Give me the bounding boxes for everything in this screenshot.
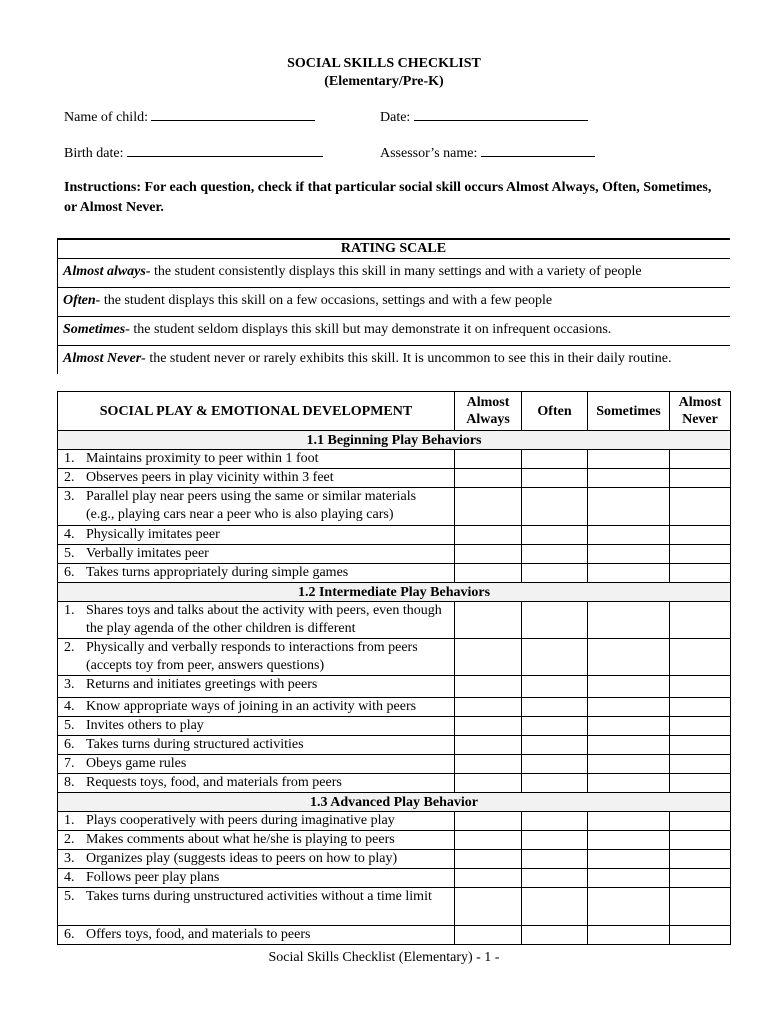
rating-term: Almost Never- (63, 351, 146, 366)
skill-number: 3. (64, 489, 75, 504)
skill-item (58, 698, 455, 717)
section-title: 1.1 Beginning Play Behaviors (58, 431, 731, 450)
rating-checkbox-sometimes[interactable] (588, 602, 670, 639)
table-row (58, 812, 731, 831)
skill-item (58, 676, 455, 698)
rating-checkbox-almost-never[interactable] (670, 850, 731, 869)
skill-item (58, 736, 455, 755)
name-of-child-label: Name of child: (64, 110, 148, 125)
skill-number: 8. (64, 775, 75, 790)
date-input[interactable] (414, 108, 588, 121)
skill-number: 6. (64, 565, 75, 580)
skill-item (58, 888, 455, 926)
skill-item (58, 469, 455, 488)
rating-checkbox-often[interactable] (522, 602, 588, 639)
skill-number: 6. (64, 737, 75, 752)
skill-text: Verbally imitates peer (86, 546, 209, 561)
rating-checkbox-almost-always[interactable] (455, 831, 522, 850)
name-of-child-field (64, 108, 315, 127)
rating-checkbox-often[interactable] (522, 450, 588, 469)
rating-checkbox-often[interactable] (522, 869, 588, 888)
rating-checkbox-almost-always[interactable] (455, 526, 522, 545)
rating-checkbox-almost-never[interactable] (670, 564, 731, 583)
skill-text: Invites others to play (86, 718, 204, 733)
rating-row (57, 317, 730, 346)
skill-text: Know appropriate ways of joining in an activity with peers (86, 699, 417, 714)
skill-number: 2. (64, 832, 75, 847)
skill-item (58, 831, 455, 850)
table-row (58, 526, 731, 545)
assessor-name-input[interactable] (481, 144, 595, 157)
table-row (58, 639, 731, 676)
rating-checkbox-almost-always[interactable] (455, 450, 522, 469)
rating-checkbox-sometimes[interactable] (588, 812, 670, 831)
rating-checkbox-almost-always[interactable] (455, 676, 522, 698)
rating-checkbox-almost-always[interactable] (455, 774, 522, 793)
rating-checkbox-sometimes[interactable] (588, 639, 670, 676)
skill-text: Plays cooperatively with peers during imaginative play (86, 813, 395, 828)
column-header-often: Often (522, 392, 588, 431)
rating-checkbox-almost-never[interactable] (670, 698, 731, 717)
rating-checkbox-often[interactable] (522, 698, 588, 717)
table-row (58, 676, 731, 698)
skill-item (58, 488, 455, 526)
rating-checkbox-almost-never[interactable] (670, 717, 731, 736)
rating-checkbox-almost-always[interactable] (455, 812, 522, 831)
rating-checkbox-sometimes[interactable] (588, 774, 670, 793)
column-header-sometimes: Sometimes (588, 392, 670, 431)
skill-number: 2. (64, 470, 75, 485)
skill-text: Observes peers in play vicinity within 3 feet (86, 470, 334, 485)
rating-checkbox-sometimes[interactable] (588, 676, 670, 698)
skill-item (58, 450, 455, 469)
skill-number: 1. (64, 451, 75, 466)
table-row (58, 926, 731, 945)
date-field (380, 108, 588, 127)
skill-number: 5. (64, 889, 75, 904)
section-title: 1.2 Intermediate Play Behaviors (58, 583, 731, 602)
rating-checkbox-sometimes[interactable] (588, 888, 670, 926)
rating-checkbox-often[interactable] (522, 774, 588, 793)
rating-row (57, 259, 730, 288)
table-row (58, 602, 731, 639)
skill-number: 4. (64, 527, 75, 542)
skill-item (58, 850, 455, 869)
rating-checkbox-often[interactable] (522, 812, 588, 831)
rating-checkbox-almost-always[interactable] (455, 602, 522, 639)
table-row (58, 850, 731, 869)
rating-desc: the student seldom displays this skill but may demonstrate it on infrequent occasions. (129, 322, 612, 337)
rating-row (57, 288, 730, 317)
birth-date-label: Birth date: (64, 146, 124, 161)
rating-checkbox-sometimes[interactable] (588, 736, 670, 755)
table-row (58, 488, 731, 526)
rating-checkbox-almost-never[interactable] (670, 755, 731, 774)
rating-row (57, 346, 730, 374)
table-row (58, 469, 731, 488)
rating-checkbox-almost-always[interactable] (455, 755, 522, 774)
rating-checkbox-almost-always[interactable] (455, 850, 522, 869)
table-row (58, 831, 731, 850)
table-row (58, 450, 731, 469)
skill-item (58, 639, 455, 676)
skill-text: Takes turns during structured activities (86, 737, 304, 752)
rating-scale (57, 238, 730, 374)
rating-checkbox-sometimes[interactable] (588, 869, 670, 888)
table-row (58, 774, 731, 793)
assessor-name-label: Assessor’s name: (380, 146, 478, 161)
rating-checkbox-sometimes[interactable] (588, 926, 670, 945)
skill-number: 2. (64, 640, 75, 655)
table-row (58, 869, 731, 888)
rating-term: Almost always- (63, 264, 151, 279)
main-column-header: SOCIAL PLAY & EMOTIONAL DEVELOPMENT (58, 392, 455, 431)
table-row (58, 888, 731, 926)
rating-checkbox-often[interactable] (522, 755, 588, 774)
rating-checkbox-sometimes[interactable] (588, 698, 670, 717)
rating-checkbox-often[interactable] (522, 469, 588, 488)
rating-checkbox-sometimes[interactable] (588, 450, 670, 469)
rating-checkbox-almost-never[interactable] (670, 736, 731, 755)
rating-checkbox-almost-always[interactable] (455, 926, 522, 945)
rating-checkbox-often[interactable] (522, 926, 588, 945)
rating-checkbox-almost-never[interactable] (670, 639, 731, 676)
rating-checkbox-often[interactable] (522, 676, 588, 698)
rating-checkbox-sometimes[interactable] (588, 831, 670, 850)
rating-checkbox-often[interactable] (522, 639, 588, 676)
rating-checkbox-sometimes[interactable] (588, 755, 670, 774)
rating-checkbox-almost-never[interactable] (670, 526, 731, 545)
rating-checkbox-often[interactable] (522, 736, 588, 755)
skill-text: Shares toys and talks about the activity with peers, even though the play agenda of the other children is different (86, 603, 442, 636)
rating-checkbox-almost-always[interactable] (455, 564, 522, 583)
rating-term: Sometimes- (63, 322, 130, 337)
rating-checkbox-almost-always[interactable] (455, 469, 522, 488)
rating-checkbox-almost-never[interactable] (670, 774, 731, 793)
table-row (58, 545, 731, 564)
rating-checkbox-almost-never[interactable] (670, 869, 731, 888)
skill-text: Returns and initiates greetings with peers (86, 677, 318, 692)
skill-number: 5. (64, 546, 75, 561)
rating-desc: the student consistently displays this skill in many settings and with a variety of people (150, 264, 642, 279)
rating-checkbox-almost-always[interactable] (455, 545, 522, 564)
section-row (58, 583, 731, 602)
rating-checkbox-almost-always[interactable] (455, 736, 522, 755)
rating-term: Often- (63, 293, 101, 308)
skill-text: Requests toys, food, and materials from peers (86, 775, 342, 790)
skill-text: Takes turns appropriately during simple games (86, 565, 349, 580)
skill-number: 5. (64, 718, 75, 733)
table-row (58, 717, 731, 736)
skill-number: 1. (64, 813, 75, 828)
rating-checkbox-often[interactable] (522, 850, 588, 869)
skill-item (58, 755, 455, 774)
birth-date-field (64, 144, 323, 163)
section-title: 1.3 Advanced Play Behavior (58, 793, 731, 812)
rating-checkbox-sometimes[interactable] (588, 526, 670, 545)
rating-checkbox-almost-always[interactable] (455, 717, 522, 736)
rating-checkbox-often[interactable] (522, 488, 588, 526)
column-header-almost-always: Almost Always (455, 392, 522, 431)
skill-item (58, 526, 455, 545)
section-row (58, 793, 731, 812)
assessor-name-field (380, 144, 595, 163)
rating-checkbox-almost-never[interactable] (670, 926, 731, 945)
skill-item (58, 774, 455, 793)
rating-checkbox-often[interactable] (522, 526, 588, 545)
skill-text: Offers toys, food, and materials to peers (86, 927, 311, 942)
skill-text: Organizes play (suggests ideas to peers on how to play) (86, 851, 398, 866)
skill-item (58, 545, 455, 564)
date-label: Date: (380, 110, 411, 125)
skill-text: Makes comments about what he/she is playing to peers (86, 832, 395, 847)
skill-item (58, 812, 455, 831)
skill-item (58, 869, 455, 888)
table-row (58, 698, 731, 717)
skills-checklist-table (57, 391, 731, 945)
skill-item (58, 926, 455, 945)
rating-checkbox-often[interactable] (522, 545, 588, 564)
skill-text: Physically and verbally responds to interactions from peers (accepts toy from peer, answers questions) (86, 640, 418, 673)
skill-number: 3. (64, 677, 75, 692)
table-row (58, 564, 731, 583)
skill-text: Obeys game rules (86, 756, 187, 771)
page-title: SOCIAL SKILLS CHECKLIST (287, 56, 481, 71)
rating-checkbox-almost-never[interactable] (670, 469, 731, 488)
rating-checkbox-almost-never[interactable] (670, 450, 731, 469)
rating-checkbox-sometimes[interactable] (588, 469, 670, 488)
rating-checkbox-almost-always[interactable] (455, 488, 522, 526)
rating-checkbox-almost-never[interactable] (670, 812, 731, 831)
rating-checkbox-sometimes[interactable] (588, 717, 670, 736)
skill-number: 7. (64, 756, 75, 771)
rating-checkbox-almost-never[interactable] (670, 545, 731, 564)
rating-checkbox-often[interactable] (522, 831, 588, 850)
rating-checkbox-sometimes[interactable] (588, 564, 670, 583)
page-footer: Social Skills Checklist (Elementary) - 1 - (268, 950, 500, 965)
rating-checkbox-almost-never[interactable] (670, 488, 731, 526)
skill-text: Maintains proximity to peer within 1 foot (86, 451, 319, 466)
skill-item (58, 602, 455, 639)
skill-number: 6. (64, 927, 75, 942)
rating-checkbox-almost-never[interactable] (670, 676, 731, 698)
skill-number: 4. (64, 870, 75, 885)
rating-checkbox-often[interactable] (522, 564, 588, 583)
rating-checkbox-sometimes[interactable] (588, 850, 670, 869)
rating-checkbox-almost-always[interactable] (455, 698, 522, 717)
skill-text: Follows peer play plans (86, 870, 220, 885)
rating-checkbox-sometimes[interactable] (588, 488, 670, 526)
rating-checkbox-almost-always[interactable] (455, 639, 522, 676)
rating-checkbox-sometimes[interactable] (588, 545, 670, 564)
skill-text: Physically imitates peer (86, 527, 220, 542)
name-of-child-input[interactable] (151, 108, 315, 121)
column-header-almost-never: Almost Never (670, 392, 731, 431)
skill-number: 1. (64, 603, 75, 618)
rating-scale-title: RATING SCALE (57, 240, 730, 259)
rating-checkbox-almost-always[interactable] (455, 869, 522, 888)
rating-checkbox-almost-never[interactable] (670, 831, 731, 850)
rating-checkbox-often[interactable] (522, 717, 588, 736)
rating-checkbox-almost-never[interactable] (670, 602, 731, 639)
rating-desc: the student never or rarely exhibits this skill. It is uncommon to see this in their daily routine. (145, 351, 672, 366)
table-row (58, 755, 731, 774)
rating-checkbox-almost-always[interactable] (455, 888, 522, 926)
skill-number: 4. (64, 699, 75, 714)
rating-checkbox-often[interactable] (522, 888, 588, 926)
rating-checkbox-almost-never[interactable] (670, 888, 731, 926)
skill-item (58, 717, 455, 736)
rating-desc: the student displays this skill on a few occasions, settings and with a few people (100, 293, 553, 308)
skill-text: Takes turns during unstructured activities without a time limit (86, 889, 432, 904)
section-row (58, 431, 731, 450)
birth-date-input[interactable] (127, 144, 323, 157)
page-subtitle: (Elementary/Pre-K) (324, 74, 444, 89)
table-row (58, 736, 731, 755)
skill-text: Parallel play near peers using the same or similar materials (e.g., playing cars near a peer who is also playing cars) (86, 489, 417, 522)
skill-item (58, 564, 455, 583)
skill-number: 3. (64, 851, 75, 866)
instructions: Instructions: For each question, check if that particular social skill occurs Almost Always, Often, Sometimes, or Almost Never. (64, 180, 712, 215)
